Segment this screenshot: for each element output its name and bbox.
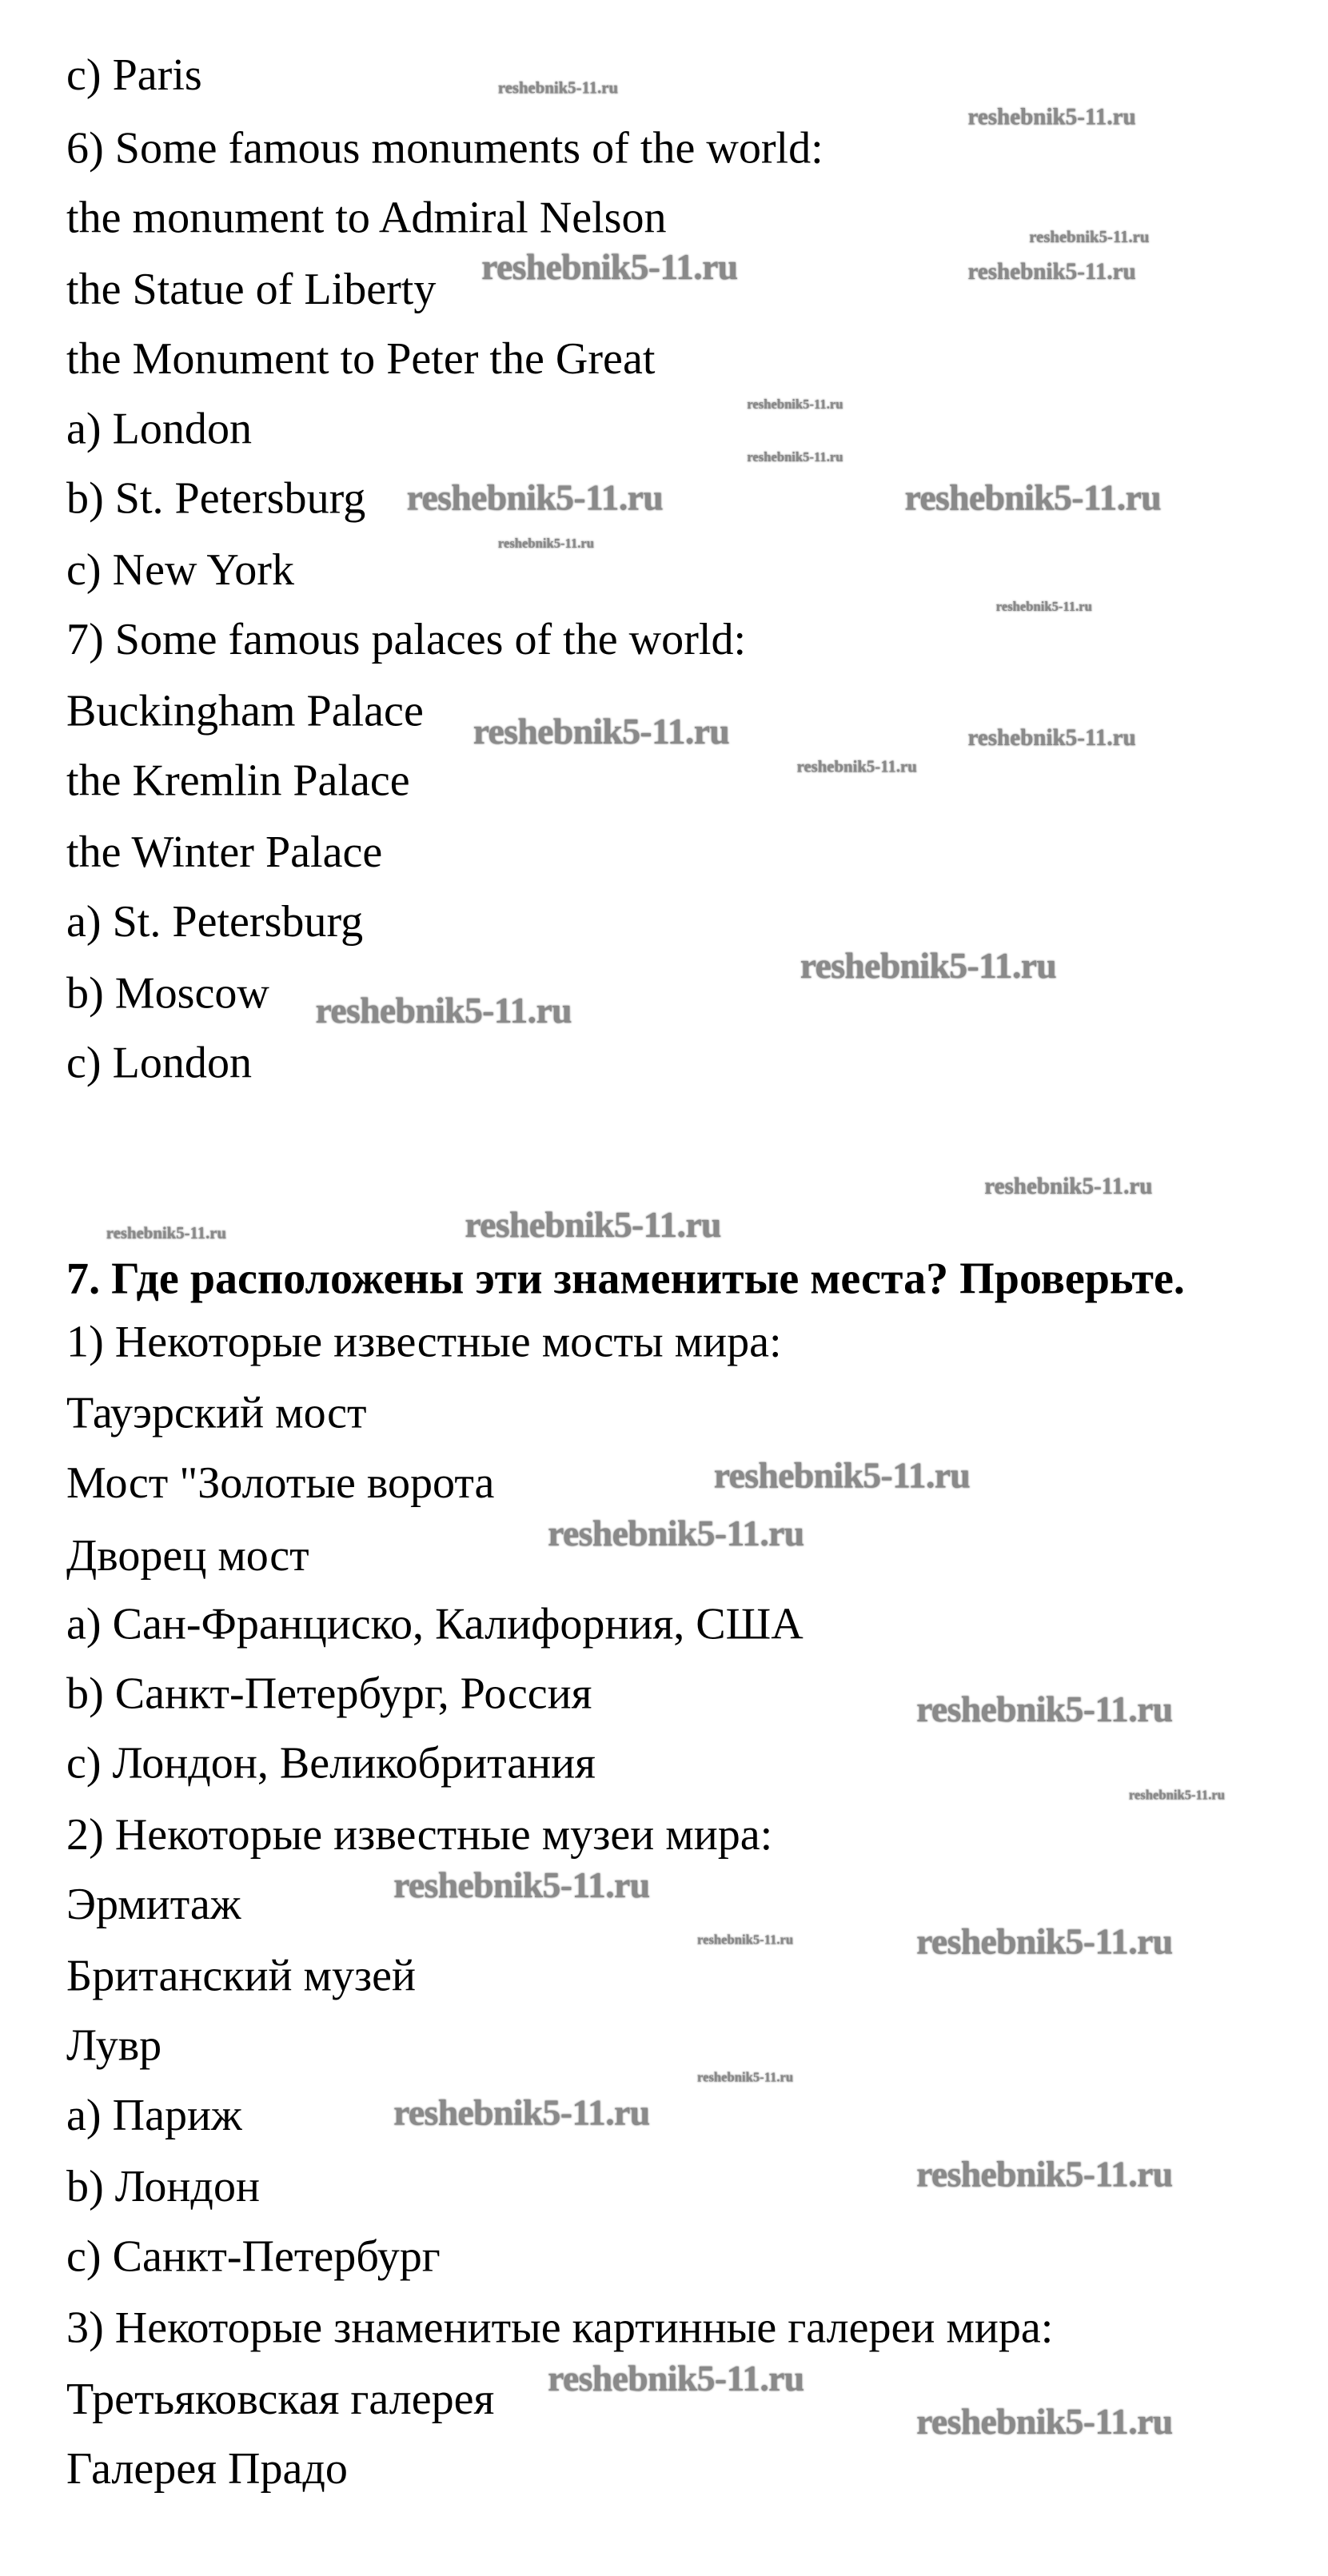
watermark: reshebnik5-11.ru (713, 1453, 971, 1496)
watermark: reshebnik5-11.ru (481, 245, 738, 288)
section-heading: 3) Некоторые знаменитые картинные галереи мира: (66, 2302, 1054, 2353)
text-line: b) Санкт-Петербург, Россия (66, 1668, 592, 1718)
watermark: reshebnik5-11.ru (406, 476, 664, 518)
text-line: the Winter Palace (66, 826, 383, 877)
watermark: reshebnik5-11.ru (548, 1512, 804, 1554)
watermark: reshebnik5-11.ru (984, 1174, 1153, 1201)
text-line: a) Сан-Франциско, Калифорния, США (66, 1598, 804, 1649)
text-line: Тауэрский мост (66, 1387, 367, 1438)
watermark: reshebnik5-11.ru (967, 727, 1136, 752)
text-line: b) St. Petersburg (66, 473, 366, 524)
watermark: reshebnik5-11.ru (800, 944, 1057, 987)
text-line: the Statue of Liberty (66, 264, 437, 314)
text-line: b) Лондон (66, 2161, 260, 2211)
watermark: reshebnik5-11.ru (916, 1920, 1173, 1963)
watermark: reshebnik5-11.ru (315, 989, 572, 1031)
watermark: reshebnik5-11.ru (916, 1688, 1173, 1730)
text-line: c) New York (66, 544, 295, 595)
section-heading: 2) Некоторые известные музеи мира: (66, 1809, 773, 1860)
watermark: reshebnik5-11.ru (1128, 1788, 1226, 1803)
text-line: a) Париж (66, 2089, 242, 2140)
section-heading: 6) Some famous monuments of the world: (66, 122, 824, 173)
text-line: c) Санкт-Петербург (66, 2231, 441, 2281)
text-line: the Monument to Peter the Great (66, 333, 656, 384)
watermark: reshebnik5-11.ru (697, 1932, 794, 1948)
text-line: Лувр (66, 2020, 162, 2071)
text-line: a) London (66, 403, 253, 453)
watermark: reshebnik5-11.ru (747, 397, 843, 412)
watermark: reshebnik5-11.ru (393, 2092, 650, 2133)
watermark: reshebnik5-11.ru (473, 710, 730, 752)
text-line: c) Лондон, Великобритания (66, 1737, 596, 1788)
text-line: c) London (66, 1037, 253, 1087)
watermark: reshebnik5-11.ru (548, 2357, 804, 2399)
watermark: reshebnik5-11.ru (995, 599, 1092, 615)
watermark: reshebnik5-11.ru (106, 1225, 227, 1244)
watermark: reshebnik5-11.ru (916, 2400, 1173, 2442)
watermark: reshebnik5-11.ru (697, 2070, 794, 2085)
text-line: the Kremlin Palace (66, 755, 410, 805)
section-heading: 7) Some famous palaces of the world: (66, 614, 747, 664)
task-heading: 7. Где расположены эти знаменитые места? Проверьте. (66, 1253, 1185, 1303)
watermark: reshebnik5-11.ru (916, 2152, 1173, 2195)
text-line: c) Paris (66, 50, 202, 100)
text-line: Эрмитаж (66, 1879, 241, 1929)
watermark: reshebnik5-11.ru (904, 476, 1161, 518)
watermark: reshebnik5-11.ru (1029, 229, 1150, 248)
text-line: Британский музей (66, 1950, 417, 2000)
watermark: reshebnik5-11.ru (967, 260, 1136, 286)
watermark: reshebnik5-11.ru (393, 1864, 650, 1906)
text-line: a) St. Petersburg (66, 896, 364, 947)
watermark: reshebnik5-11.ru (465, 1203, 721, 1246)
watermark: reshebnik5-11.ru (747, 449, 843, 465)
text-line: Мост "Золотые ворота (66, 1457, 495, 1508)
watermark: reshebnik5-11.ru (967, 106, 1136, 132)
watermark: reshebnik5-11.ru (497, 536, 595, 552)
text-line: Buckingham Palace (66, 685, 424, 736)
text-line: Галерея Прадо (66, 2443, 348, 2494)
text-line: b) Moscow (66, 967, 269, 1018)
section-heading: 1) Некоторые известные мосты мира: (66, 1316, 782, 1366)
text-line: the monument to Admiral Nelson (66, 192, 667, 243)
watermark: reshebnik5-11.ru (796, 758, 917, 777)
text-line: Дворец мост (66, 1530, 309, 1581)
watermark: reshebnik5-11.ru (497, 79, 619, 98)
text-line: Третьяковская галерея (66, 2374, 495, 2424)
